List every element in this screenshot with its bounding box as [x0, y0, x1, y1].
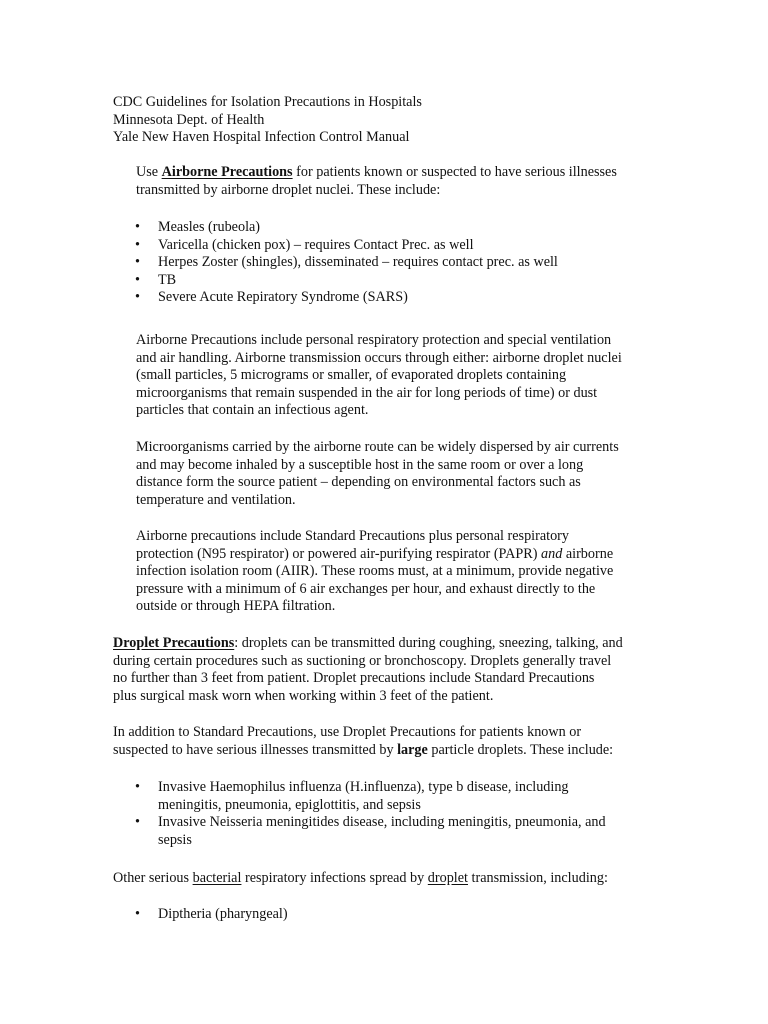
droplet-paragraph: Droplet Precautions: droplets can be transmitted during coughing, sneezing, talking, and during certain procedures such as suctioning or bronchoscopy. Droplets generally travel no further than 3 feet from patient. Droplet precautions include Standard Precautions plus surgical mask worn when working within 3 feet of the patient.: [113, 635, 623, 704]
document-header: [113, 94, 422, 147]
list-item: • Invasive Haemophilus influenza (H.influenza), type b disease, including meningitis, pneumonia, epiglottitis, and sepsis: [135, 779, 569, 813]
bullet-icon: •: [135, 236, 140, 253]
bullet-icon: •: [135, 271, 140, 288]
airborne-intro: Use Airborne Precautions for patients known or suspected to have serious illnesses transmitted by airborne droplet nuclei. These include:: [136, 164, 617, 198]
list-item: • Diptheria (pharyngeal): [135, 906, 288, 922]
droplet-precautions-term: Droplet Precautions: [113, 635, 235, 651]
airborne-paragraph-2: Microorganisms carried by the airborne route can be widely dispersed by air currents and may become inhaled by a susceptible host in the same room or over a long distance form the source patient – depending on environmental factors such as temperature and ventilation.: [136, 439, 619, 508]
airborne-paragraph-3: Airborne precautions include Standard Precautions plus personal respiratory protection (N95 respirator) or powered air-purifying respirator (PAPR) and airborne infection isolation room (AIIR). These rooms must, at a minimum, provide negative pressure with a minimum of 6 air exchanges per hour, and exhaust directly to the outside or through HEPA filtration.: [136, 528, 614, 615]
airborne-precautions-term: Airborne Precautions: [161, 164, 293, 180]
bacterial-term: bacterial: [192, 870, 242, 886]
other-disease-list: [113, 906, 288, 924]
list-item: • Varicella (chicken pox) – requires Contact Prec. as well: [135, 236, 474, 253]
list-item: • Herpes Zoster (shingles), disseminated – requires contact prec. as well: [135, 254, 558, 271]
list-item: • TB: [135, 271, 177, 288]
bullet-icon: •: [135, 219, 140, 235]
bullet-icon: •: [135, 814, 140, 831]
bullet-icon: •: [135, 289, 140, 306]
header-line-3: Yale New Haven Hospital Infection Control Manual: [113, 129, 410, 146]
droplet-disease-list: [113, 779, 606, 849]
list-item: • Severe Acute Repiratory Syndrome (SARS): [135, 289, 408, 306]
header-line-2: Minnesota Dept. of Health: [113, 111, 265, 128]
droplet-term: droplet: [427, 870, 468, 886]
list-item: • Measles (rubeola): [135, 219, 261, 235]
other-infections-paragraph: Other serious bacterial respiratory infections spread by droplet transmission, including:: [113, 870, 608, 886]
header-line-1: CDC Guidelines for Isolation Precautions in Hospitals: [113, 94, 422, 110]
list-item: • Invasive Neisseria meningitides disease, including meningitis, pneumonia, and sepsis: [135, 814, 606, 848]
droplet-addition-paragraph: In addition to Standard Precautions, use Droplet Precautions for patients known or suspected to have serious illnesses transmitted by large particle droplets. These include:: [113, 724, 614, 758]
airborne-paragraph-1: Airborne Precautions include personal respiratory protection and special ventilation and air handling. Airborne transmission occurs through either: airborne droplet nuclei (small particles, 5 micrograms or smaller, of evaporated droplets containing microorganisms that remain suspended in the air for long periods of time) or dust particles that contain an infectious agent.: [136, 332, 622, 419]
bullet-icon: •: [135, 779, 140, 795]
airborne-disease-list: [113, 219, 558, 307]
bullet-icon: •: [135, 906, 140, 922]
bullet-icon: •: [135, 254, 140, 271]
